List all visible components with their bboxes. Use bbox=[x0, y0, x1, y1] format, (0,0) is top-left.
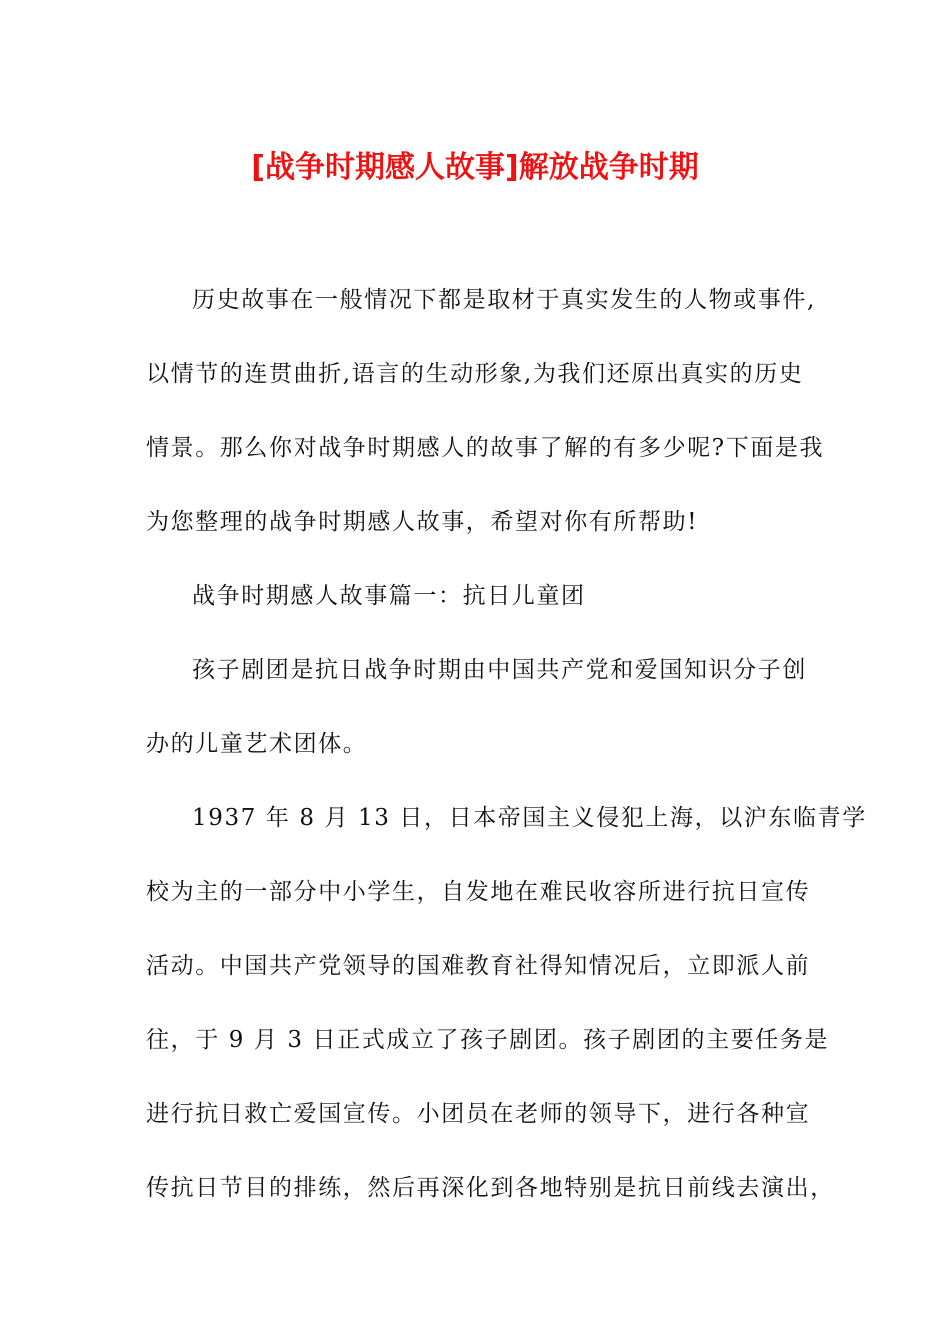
body-line: 活动。中国共产党领导的国难教育社得知情况后，立即派人前 bbox=[146, 953, 811, 979]
document-body bbox=[146, 270, 867, 1232]
body-line: 情景。那么你对战争时期感人的故事了解的有多少呢?下面是我 bbox=[146, 435, 825, 461]
body-line: 往，于 9 月 3 日正式成立了孩子剧团。孩子剧团的主要任务是 bbox=[146, 1027, 830, 1053]
body-line: 孩子剧团是抗日战争时期由中国共产党和爱国知识分子创 bbox=[192, 657, 807, 683]
body-line: 以情节的连贯曲折,语言的生动形象,为我们还原出真实的历史 bbox=[146, 361, 804, 387]
section-heading: 战争时期感人故事篇一：抗日儿童团 bbox=[192, 583, 586, 609]
document-title: [战争时期感人故事]解放战争时期 bbox=[251, 150, 699, 185]
body-line: 1937 年 8 月 13 日，日本帝国主义侵犯上海，以沪东临青学 bbox=[192, 805, 867, 831]
body-line: 历史故事在一般情况下都是取材于真实发生的人物或事件, bbox=[192, 287, 816, 313]
body-line: 办的儿童艺术团体。 bbox=[146, 731, 368, 757]
body-line: 校为主的一部分中小学生，自发地在难民收容所进行抗日宣传 bbox=[146, 879, 811, 905]
body-line: 进行抗日救亡爱国宣传。小团员在老师的领导下，进行各种宣 bbox=[146, 1101, 811, 1127]
body-line: 传抗日节目的排练，然后再深化到各地特别是抗日前线去演出， bbox=[146, 1175, 835, 1201]
body-line: 为您整理的战争时期感人故事，希望对你有所帮助! bbox=[146, 509, 699, 535]
